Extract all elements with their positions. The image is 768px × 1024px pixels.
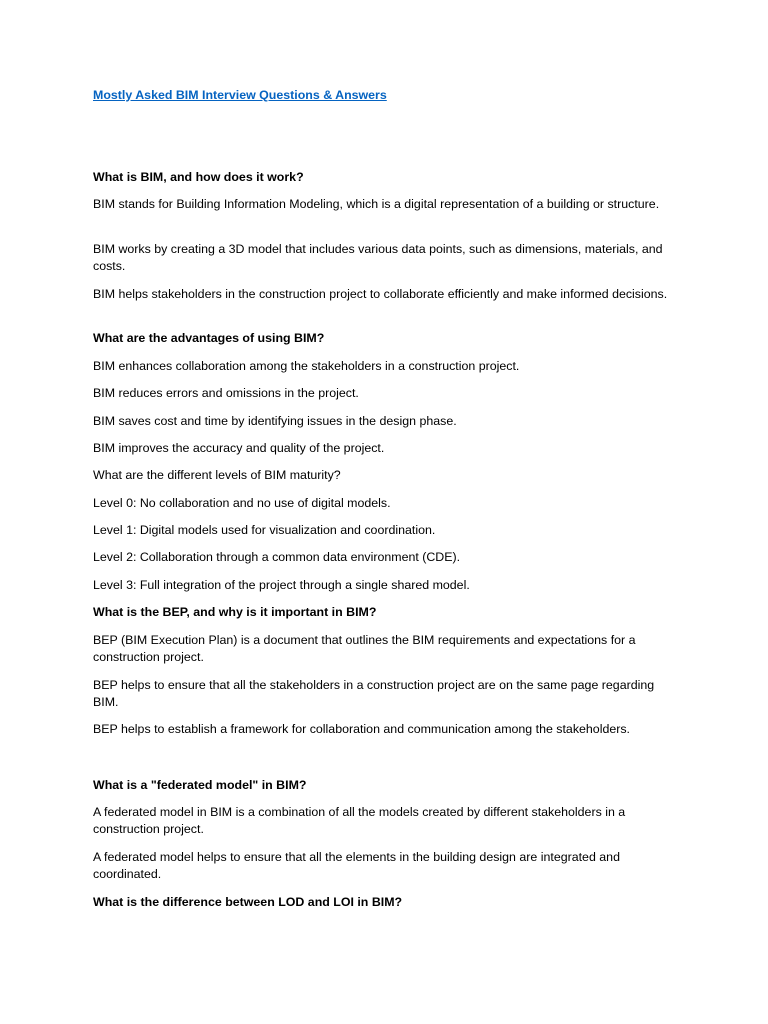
answer-paragraph: BIM stands for Building Information Modeling, which is a digital representation of a building or structure. <box>93 197 660 211</box>
answer-paragraph: Level 1: Digital models used for visualization and coordination. <box>93 523 436 537</box>
answer-paragraph: BEP (BIM Execution Plan) is a document that outlines the BIM requirements and expectations for a construction project. <box>93 633 636 664</box>
question-heading: What is the difference between LOD and LOI in BIM? <box>93 895 403 909</box>
answer-paragraph: BIM reduces errors and omissions in the project. <box>93 386 359 400</box>
question-heading: What are the advantages of using BIM? <box>93 331 325 345</box>
question-heading: What is BIM, and how does it work? <box>93 170 304 184</box>
answer-paragraph: BIM improves the accuracy and quality of the project. <box>93 441 385 455</box>
answer-paragraph: BEP helps to ensure that all the stakeholders in a construction project are on the same page regarding BIM. <box>93 678 655 709</box>
answer-paragraph: A federated model in BIM is a combination of all the models created by different stakeholders in a construction project. <box>93 805 626 836</box>
answer-paragraph: BEP helps to establish a framework for collaboration and communication among the stakeholders. <box>93 722 630 736</box>
answer-paragraph: BIM works by creating a 3D model that includes various data points, such as dimensions, materials, and costs. <box>93 242 663 273</box>
answer-paragraph: BIM helps stakeholders in the construction project to collaborate efficiently and make informed decisions. <box>93 287 668 301</box>
question-heading: What is a "federated model" in BIM? <box>93 778 307 792</box>
answer-paragraph: A federated model helps to ensure that all the elements in the building design are integrated and coordinated. <box>93 850 620 881</box>
answer-paragraph: Level 0: No collaboration and no use of digital models. <box>93 496 391 510</box>
answer-paragraph: Level 2: Collaboration through a common data environment (CDE). <box>93 550 461 564</box>
answer-paragraph: BIM saves cost and time by identifying issues in the design phase. <box>93 414 457 428</box>
question-text: What are the different levels of BIM maturity? <box>93 468 341 482</box>
question-heading: What is the BEP, and why is it important in BIM? <box>93 605 377 619</box>
title-link[interactable]: Mostly Asked BIM Interview Questions & Answers <box>93 88 387 102</box>
answer-paragraph: Level 3: Full integration of the project through a single shared model. <box>93 578 470 592</box>
answer-paragraph: BIM enhances collaboration among the stakeholders in a construction project. <box>93 359 520 373</box>
